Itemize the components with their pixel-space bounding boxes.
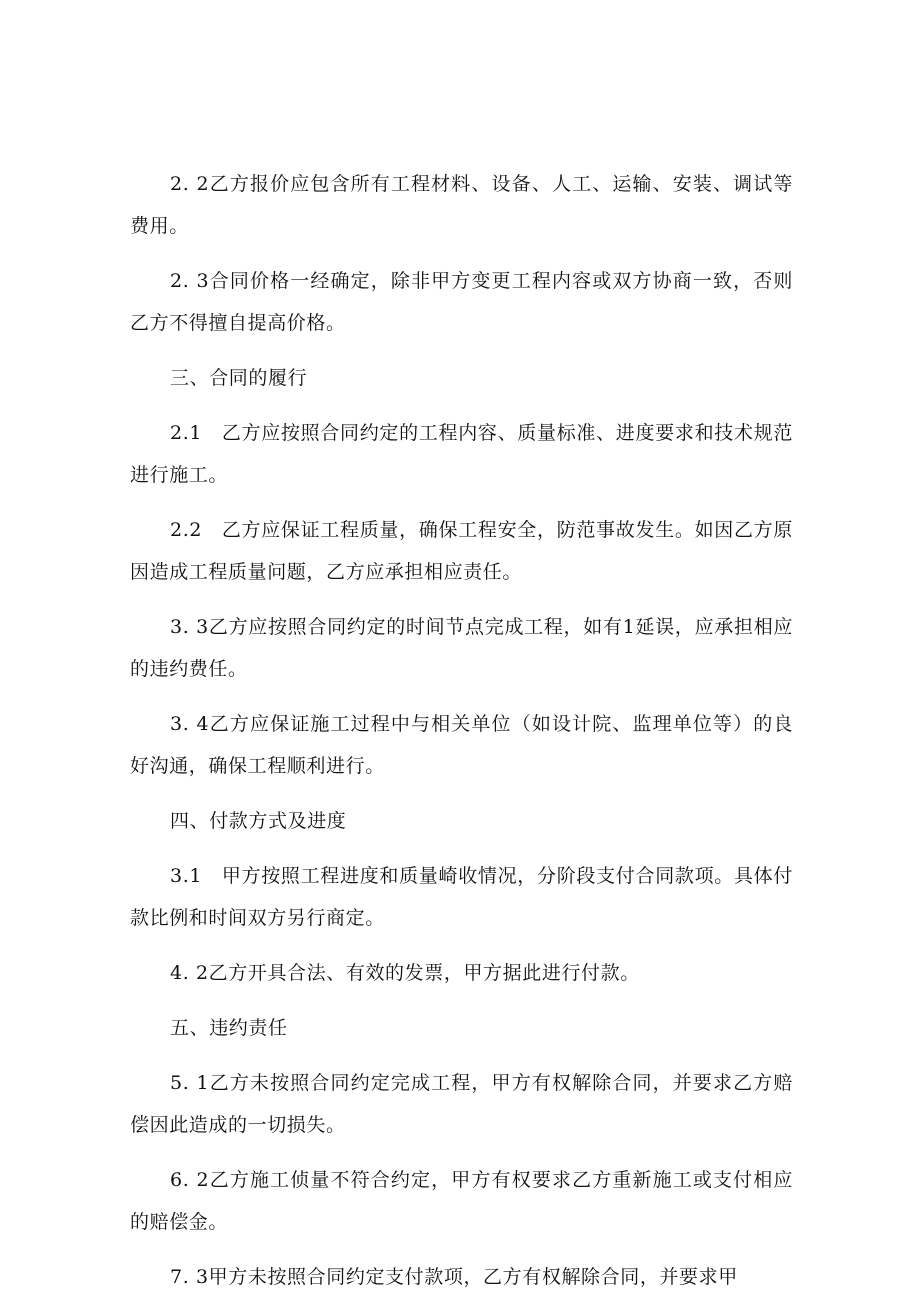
section-heading: 三、合同的履行 (170, 367, 308, 389)
clause-paragraph: 2.1 乙方应按照合同约定的工程内容、质量标准、进度要求和技术规范进行施工。 (130, 422, 793, 486)
clause-paragraph: 2.2 乙方应保证工程质量，确保工程安全，防范事故发生。如因乙方原因造成工程质量问题，乙方应承担相应责任。 (130, 519, 793, 583)
clause-paragraph: 6. 2乙方施工侦量不符合约定，甲方有权要求乙方重新施工或支付相应的赔偿金。 (130, 1169, 793, 1233)
clause-paragraph: 3. 3乙方应按照合同约定的时间节点完成工程，如有1延误，应承担相应的违约费任。 (130, 616, 793, 680)
document-body (130, 163, 793, 1311)
section-heading: 四、付款方式及进度 (170, 810, 347, 832)
clause-paragraph: 3. 4乙方应保证施工过程中与相关单位（如设计院、监理单位等）的良好沟通，确保工程顺利进行。 (130, 713, 793, 777)
clause-paragraph: 3.1 甲方按照工程进度和质量崎收情况，分阶段支付合同款项。具体付款比例和时间双方另行商定。 (130, 865, 793, 929)
clause-paragraph: 5. 1乙方未按照合同约定完成工程，甲方有权解除合同，并要求乙方赔偿因此造成的一切损失。 (130, 1072, 793, 1136)
clause-paragraph: 4. 2乙方开具合法、有效的发票，甲方据此进行付款。 (170, 962, 640, 984)
clause-paragraph: 7. 3甲方未按照合同约定支付款项，乙方有权解除合同，并要求甲 (170, 1266, 738, 1288)
section-heading: 五、违约责任 (170, 1017, 288, 1039)
clause-paragraph: 2. 3合同价格一经确定，除非甲方变更工程内容或双方协商一致，否则乙方不得擅自提高价格。 (130, 270, 793, 334)
clause-paragraph: 2. 2乙方报价应包含所有工程材料、设备、人工、运输、安装、调试等费用。 (130, 173, 793, 237)
